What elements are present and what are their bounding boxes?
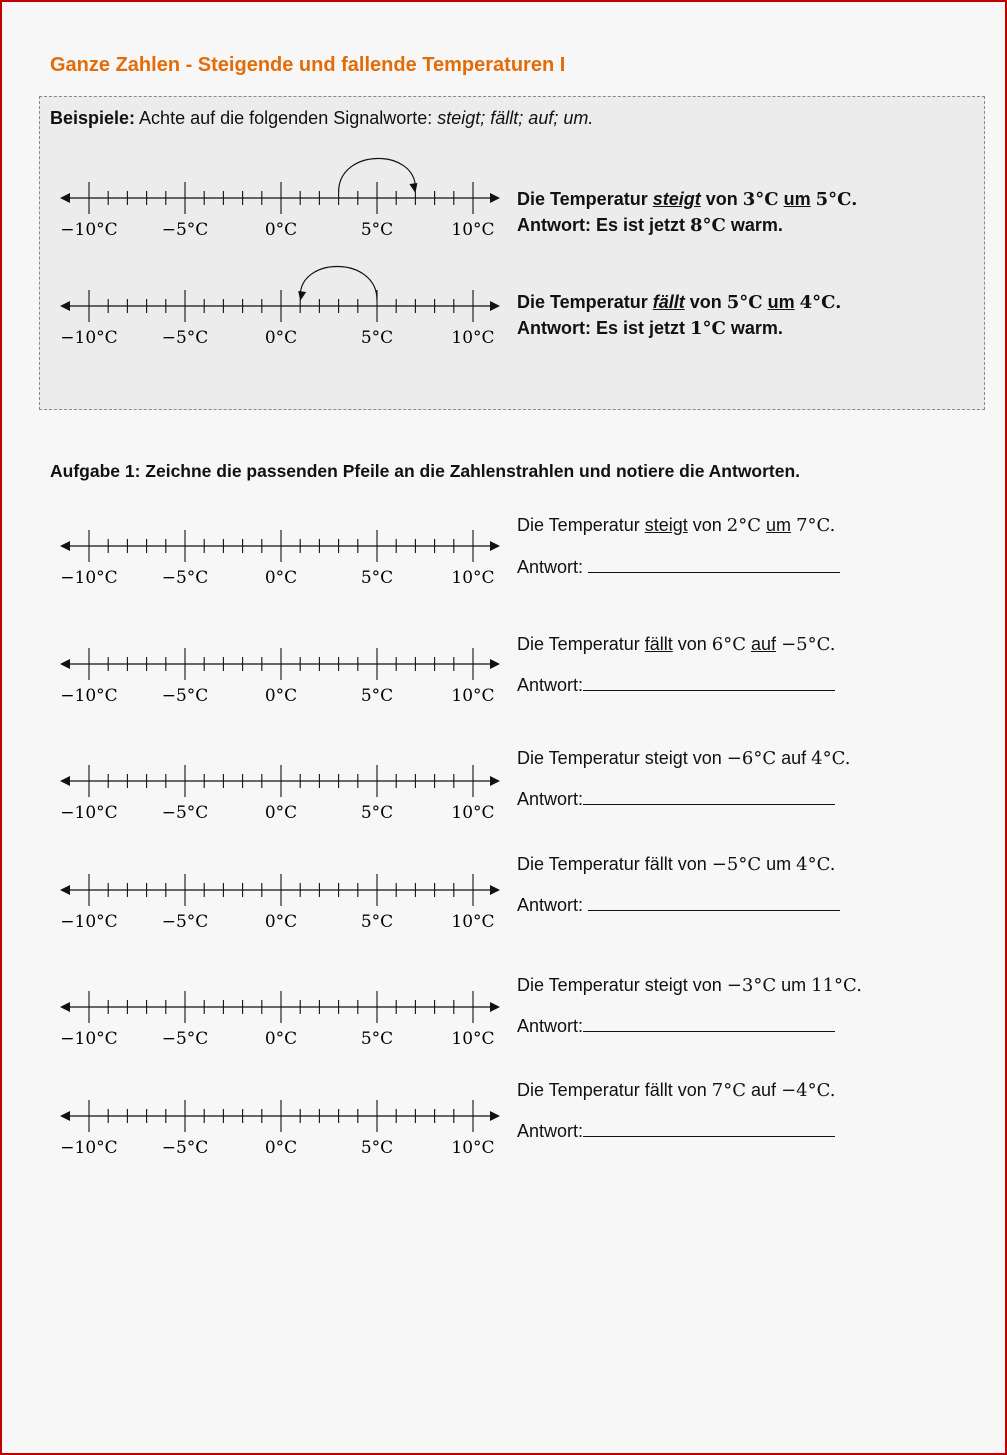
- tick-label: −10°C: [60, 803, 118, 823]
- tick-label: 5°C: [360, 568, 394, 588]
- task-verb: fällt: [644, 634, 673, 654]
- right-arrowhead-icon: [490, 885, 500, 895]
- tick-label: 5°C: [360, 912, 394, 932]
- number-line-svg: [2, 735, 512, 825]
- tick-label: −5°C: [161, 1029, 209, 1049]
- task-6-statement: [517, 1080, 835, 1101]
- task-6-answer: [517, 1118, 835, 1142]
- tick-label: 0°C: [264, 803, 298, 823]
- task-change-value: −5°C: [781, 634, 830, 655]
- examples-box: [39, 96, 985, 410]
- tick-label: 0°C: [264, 1138, 298, 1158]
- number-line-svg: [2, 152, 512, 242]
- task-from-value: −3°C: [726, 975, 777, 996]
- task-1-answer: [517, 554, 840, 578]
- task-4-answer: [517, 892, 840, 916]
- answer-label: Antwort:: [517, 1016, 584, 1036]
- task-2-answer: [517, 672, 835, 696]
- example-1-answer-value: 8°C: [690, 215, 726, 236]
- task-statement-end: .: [829, 1080, 836, 1101]
- task-statement-end: .: [856, 975, 862, 996]
- task-verb: fällt: [644, 1080, 673, 1100]
- tick-label: −5°C: [161, 912, 209, 932]
- example-1-from-value: 3°C: [742, 189, 779, 210]
- right-arrowhead-icon: [490, 301, 500, 311]
- answer-label: Antwort:: [517, 895, 584, 915]
- task-statement-prefix: Die Temperatur: [517, 854, 645, 874]
- example-2-number-line: [2, 260, 512, 348]
- task-statement-mid: von: [672, 854, 712, 874]
- tick-label: −5°C: [161, 803, 209, 823]
- tick-label: 5°C: [360, 803, 394, 823]
- left-arrowhead-icon: [60, 885, 70, 895]
- tick-label: 10°C: [451, 686, 495, 706]
- tick-label: −5°C: [161, 328, 209, 348]
- task-from-value: 2°C: [726, 515, 762, 536]
- task-verb: steigt: [644, 748, 688, 768]
- task-1-number-line[interactable]: [2, 500, 512, 588]
- example-2-change-value: 4°C.: [799, 292, 842, 313]
- right-arrowhead-icon: [490, 776, 500, 786]
- right-arrowhead-icon: [490, 541, 500, 551]
- task-statement-end: .: [829, 854, 836, 875]
- task-5-statement: [517, 975, 862, 996]
- example-1-number-line: [2, 152, 512, 240]
- left-arrowhead-icon: [60, 776, 70, 786]
- task-connector: auf: [751, 634, 777, 654]
- task-statement-prefix: Die Temperatur: [517, 975, 645, 995]
- tick-label: 10°C: [451, 803, 495, 823]
- tick-label: −10°C: [60, 328, 118, 348]
- left-arrowhead-icon: [60, 1111, 70, 1121]
- tick-label: 10°C: [451, 912, 495, 932]
- example-2-connector: um: [767, 292, 795, 312]
- number-line-svg: [2, 844, 512, 934]
- task-verb: steigt: [644, 515, 688, 535]
- answer-label: Antwort:: [517, 557, 584, 577]
- number-line-svg: [2, 260, 512, 350]
- task-2-statement: [517, 634, 835, 655]
- left-arrowhead-icon: [60, 1002, 70, 1012]
- task-statement-prefix: Die Temperatur: [517, 515, 645, 535]
- example-1-change-value: 5°C.: [815, 189, 858, 210]
- task-connector: um: [766, 854, 792, 874]
- tick-label: 10°C: [451, 220, 495, 240]
- example-2-statement-prefix: Die Temperatur: [517, 292, 653, 312]
- tick-label: −10°C: [60, 1029, 118, 1049]
- number-line-svg: [2, 500, 512, 590]
- answer-label: Antwort:: [517, 675, 584, 695]
- tick-label: −5°C: [161, 1138, 209, 1158]
- task-statement-mid: von: [687, 515, 727, 535]
- example-2-from-value: 5°C: [726, 292, 763, 313]
- right-arrowhead-icon: [490, 659, 500, 669]
- example-2-statement-mid: von: [684, 292, 727, 312]
- task-connector: auf: [781, 748, 807, 768]
- tick-label: −5°C: [161, 220, 209, 240]
- right-arrowhead-icon: [490, 1111, 500, 1121]
- example-2-answer-prefix: Antwort: Es ist jetzt: [517, 318, 691, 338]
- task-statement-prefix: Die Temperatur: [517, 634, 645, 654]
- example-1-connector: um: [783, 189, 811, 209]
- task-2-number-line[interactable]: [2, 618, 512, 706]
- task-1-statement: [517, 515, 835, 536]
- examples-intro-text: Achte auf die folgenden Signalworte:: [135, 108, 438, 128]
- example-1-verb: steigt: [652, 189, 701, 209]
- tick-label: −10°C: [60, 1138, 118, 1158]
- example-2-answer: [517, 318, 783, 339]
- tick-label: 5°C: [360, 1029, 394, 1049]
- tick-label: 0°C: [264, 1029, 298, 1049]
- tick-label: −10°C: [60, 568, 118, 588]
- task-statement-mid: von: [672, 634, 712, 654]
- tick-label: 5°C: [360, 328, 394, 348]
- task-statement-end: .: [844, 748, 851, 769]
- task-change-value: −4°C: [781, 1080, 830, 1101]
- answer-blank-line[interactable]: [583, 1013, 835, 1032]
- task-change-value: 4°C: [811, 748, 845, 769]
- answer-blank-line[interactable]: [583, 1118, 835, 1137]
- tick-label: 0°C: [264, 912, 298, 932]
- left-arrowhead-icon: [60, 541, 70, 551]
- page-title: Ganze Zahlen - Steigende und fallende Temperaturen I: [50, 54, 566, 76]
- task-from-value: 7°C: [711, 1080, 747, 1101]
- signal-words: steigt; fällt; auf; um.: [437, 108, 594, 128]
- task-3-answer: [517, 786, 835, 810]
- task-statement-mid: von: [672, 1080, 712, 1100]
- tick-label: 5°C: [360, 1138, 394, 1158]
- example-1-answer-prefix: Antwort: Es ist jetzt: [517, 215, 691, 235]
- task-5-answer: [517, 1013, 835, 1037]
- example-2-verb: fällt: [652, 292, 685, 312]
- task-connector: um: [781, 975, 807, 995]
- tick-label: 0°C: [264, 686, 298, 706]
- task-3-number-line[interactable]: [2, 735, 512, 823]
- tick-label: 10°C: [451, 568, 495, 588]
- tick-label: 10°C: [451, 328, 495, 348]
- tick-label: 10°C: [451, 1029, 495, 1049]
- task-statement-prefix: Die Temperatur: [517, 748, 645, 768]
- examples-intro: [50, 108, 593, 129]
- left-arrowhead-icon: [60, 193, 70, 203]
- answer-label: Antwort:: [517, 789, 584, 809]
- tick-label: 10°C: [451, 1138, 495, 1158]
- example-2-answer-suffix: warm.: [725, 318, 783, 338]
- arrowhead-icon: [298, 291, 306, 301]
- example-2-answer-value: 1°C: [690, 318, 726, 339]
- task-heading: Aufgabe 1: Zeichne die passenden Pfeile an die Zahlenstrahlen und notiere die Antworten.: [50, 461, 801, 481]
- task-4-statement: [517, 854, 835, 875]
- tick-label: −5°C: [161, 568, 209, 588]
- task-from-value: −5°C: [711, 854, 762, 875]
- tick-label: −5°C: [161, 686, 209, 706]
- task-6-number-line[interactable]: [2, 1070, 512, 1158]
- task-statement-mid: von: [687, 975, 727, 995]
- tick-label: −10°C: [60, 912, 118, 932]
- number-line-svg: [2, 618, 512, 708]
- task-change-value: 4°C: [796, 854, 830, 875]
- left-arrowhead-icon: [60, 659, 70, 669]
- answer-blank-line[interactable]: [588, 554, 840, 573]
- answer-label: Antwort:: [517, 1121, 584, 1141]
- task-verb: steigt: [644, 975, 688, 995]
- example-2-statement: [517, 292, 841, 313]
- answer-blank-line[interactable]: [583, 786, 835, 805]
- right-arrowhead-icon: [490, 1002, 500, 1012]
- left-arrowhead-icon: [60, 301, 70, 311]
- example-1-answer: [517, 215, 783, 236]
- task-3-statement: [517, 748, 851, 769]
- task-change-value: 7°C: [796, 515, 830, 536]
- tick-label: 5°C: [360, 220, 394, 240]
- task-4-number-line[interactable]: [2, 844, 512, 932]
- tick-label: 0°C: [264, 568, 298, 588]
- task-verb: fällt: [644, 854, 673, 874]
- task-statement-end: .: [829, 515, 836, 536]
- change-arrow: [300, 266, 377, 300]
- tick-label: 0°C: [264, 328, 298, 348]
- number-line-svg: [2, 961, 512, 1051]
- task-statement-end: .: [829, 634, 836, 655]
- tick-label: −10°C: [60, 686, 118, 706]
- example-1-statement-mid: von: [700, 189, 743, 209]
- example-1-answer-suffix: warm.: [725, 215, 783, 235]
- tick-label: 5°C: [360, 686, 394, 706]
- task-from-value: 6°C: [711, 634, 747, 655]
- task-statement-prefix: Die Temperatur: [517, 1080, 645, 1100]
- task-from-value: −6°C: [726, 748, 777, 769]
- examples-label: Beispiele:: [50, 108, 136, 128]
- right-arrowhead-icon: [490, 193, 500, 203]
- tick-label: −10°C: [60, 220, 118, 240]
- answer-blank-line[interactable]: [588, 892, 840, 911]
- task-5-number-line[interactable]: [2, 961, 512, 1049]
- task-change-value: 11°C: [811, 975, 857, 996]
- task-connector: um: [766, 515, 792, 535]
- example-1-statement: [517, 189, 857, 210]
- arrowhead-icon: [409, 183, 417, 193]
- tick-label: 0°C: [264, 220, 298, 240]
- task-statement-mid: von: [687, 748, 727, 768]
- answer-blank-line[interactable]: [583, 672, 835, 691]
- task-connector: auf: [751, 1080, 777, 1100]
- number-line-svg: [2, 1070, 512, 1160]
- example-1-statement-prefix: Die Temperatur: [517, 189, 653, 209]
